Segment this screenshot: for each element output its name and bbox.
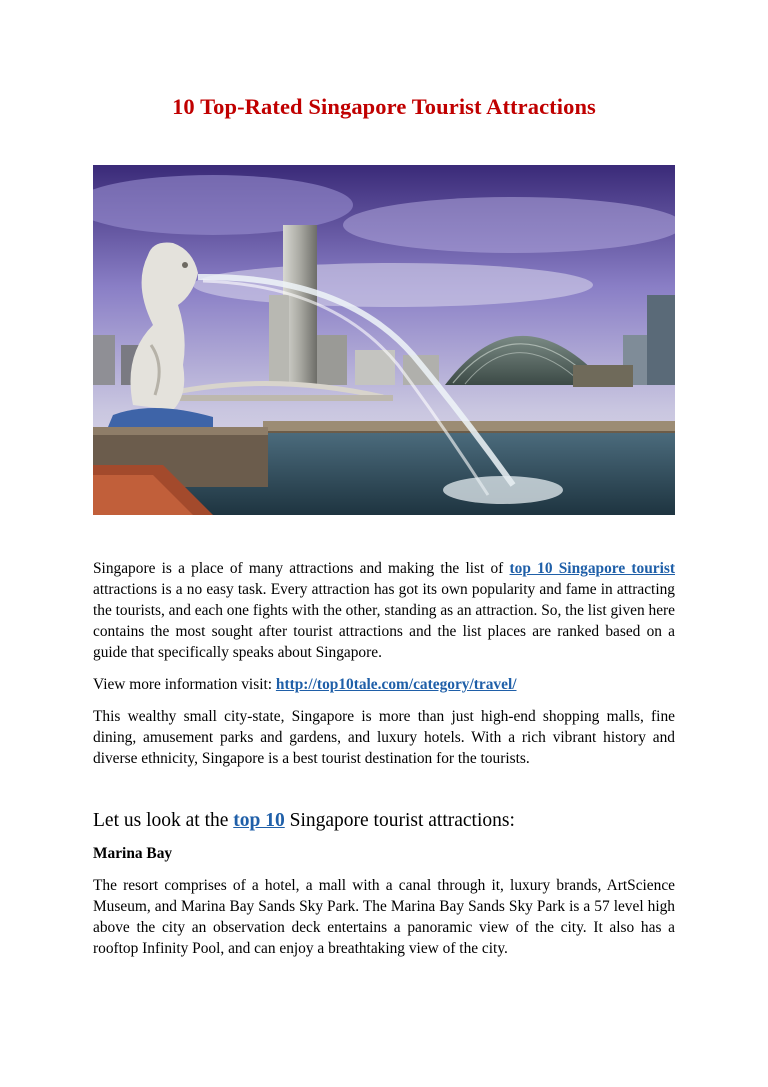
heading-text-start: Let us look at the [93, 810, 234, 831]
page-title: 10 Top-Rated Singapore Tourist Attractions [172, 94, 596, 119]
heading-text-end: Singapore tourist attractions: [284, 810, 515, 831]
intro-text-end: attractions is a no easy task. Every attraction has got its own popularity and fame in attracting the tourists, and each one fights with the other, standing as an attraction. So, the list given here contains the most sought after tourist attractions and the list places are ranked based on a guide that specifically speaks about Singapore. [93, 581, 675, 661]
city-state-paragraph: This wealthy small city-state, Singapore is more than just high-end shopping malls, fine dining, amusement parks and gardens, and luxury hotels. With a rich vibrant history and diverse ethnicity, Singapore is a best tourist destination for the tourists. [93, 708, 675, 767]
top10-tourist-link[interactable]: top 10 Singapore tourist [509, 560, 675, 577]
intro-paragraph [93, 558, 675, 663]
info-line [93, 674, 675, 695]
singapore-merlion-photo [93, 165, 675, 515]
info-label: View more information visit: [93, 676, 276, 693]
marina-bay-paragraph: The resort comprises of a hotel, a mall with a canal through it, luxury brands, ArtScience Museum, and Marina Bay Sands Sky Park. The Marina Bay Sands Sky Park is a 57 level high above the city an observation deck entertains a panoramic view of the city. It also has a rooftop Infinity Pool, and can enjoy a breathtaking view of the city. [93, 877, 675, 957]
attractions-heading [93, 808, 675, 834]
marina-bay-heading: Marina Bay [93, 845, 173, 862]
intro-text-start: Singapore is a place of many attractions and making the list of [93, 560, 510, 577]
top10-link[interactable]: top 10 [233, 810, 285, 831]
travel-url-link[interactable]: http://top10tale.com/category/travel/ [275, 676, 517, 693]
